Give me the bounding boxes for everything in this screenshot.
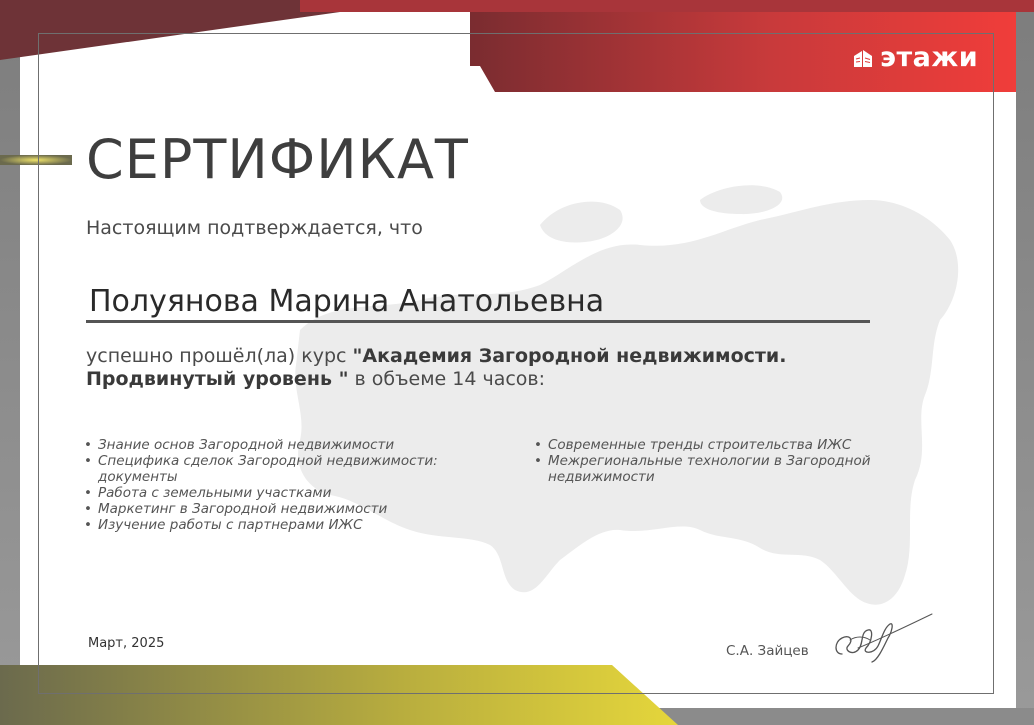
topics-list-left (84, 437, 484, 533)
list-item (84, 437, 484, 453)
topics-list-right (534, 437, 914, 485)
list-item (84, 517, 484, 533)
recipient-name: Полуянова Марина Анатольевна (89, 284, 605, 319)
course-name: "Академия Загородной недвижимости. Продвинутый уровень " (86, 345, 787, 390)
issue-date: Март, 2025 (88, 636, 165, 651)
bullet-icon: • (534, 453, 542, 469)
list-item (534, 453, 914, 485)
topic-text: Маркетинг в Загородной недвижимости (98, 501, 388, 517)
course-suffix: в объеме 14 часов: (348, 368, 546, 390)
bullet-icon: • (84, 453, 92, 469)
logo-text: этажи (880, 42, 979, 73)
bullet-icon: • (534, 437, 542, 453)
red-header-top (300, 0, 1034, 12)
topic-text: Изучение работы с партнерами ИЖС (98, 517, 363, 533)
right-gray-band (1016, 0, 1034, 725)
bullet-icon: • (84, 501, 92, 517)
topic-text: Современные тренды строительства ИЖС (548, 437, 852, 453)
handwritten-signature (828, 610, 938, 665)
list-item (84, 485, 484, 501)
left-gray-band (0, 0, 20, 725)
topic-text: Межрегиональные технологии в Загородной недвижимости (548, 453, 871, 485)
topic-text: Работа с земельными участками (98, 485, 332, 501)
certificate-title: СЕРТИФИКАТ (86, 128, 469, 191)
list-item (84, 453, 484, 485)
certificate-subtitle: Настоящим подтверждается, что (86, 217, 423, 239)
topic-text: Знание основ Загородной недвижимости (98, 437, 395, 453)
signer-name: С.А. Зайцев (726, 643, 809, 659)
recipient-underline (86, 320, 870, 323)
course-prefix: успешно прошёл(ла) курс (86, 345, 353, 367)
bullet-icon: • (84, 485, 92, 501)
building-icon (852, 47, 874, 69)
brand-logo (852, 42, 978, 74)
course-description (86, 345, 826, 391)
topic-text: Специфика сделок Загородной недвижимости: документы (98, 453, 438, 485)
list-item (534, 437, 914, 453)
bullet-icon: • (84, 517, 92, 533)
bullet-icon: • (84, 437, 92, 453)
list-item (84, 501, 484, 517)
